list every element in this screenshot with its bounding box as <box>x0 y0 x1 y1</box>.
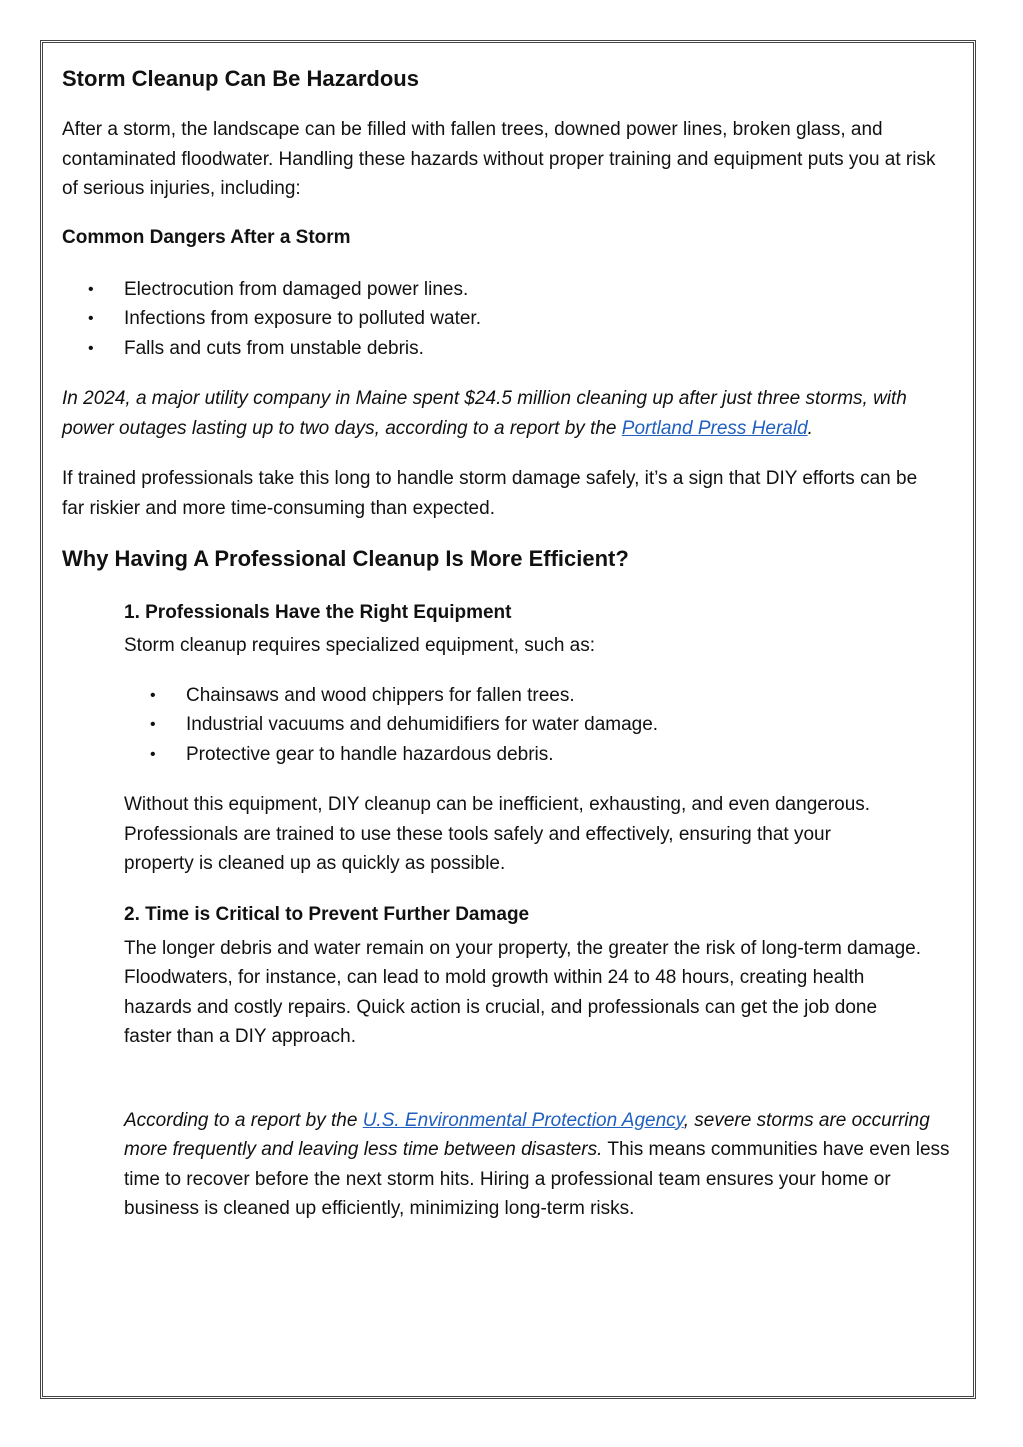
list-item: • Protective gear to handle hazardous debris. <box>124 740 962 770</box>
point2-body: The longer debris and water remain on your property, the greater the risk of long-term damage. Floodwaters, for instance, can lead to mold growth within 24 to 48 hours, creating health hazards and costly repairs. Quick action is crucial, and professionals can get the job done faster than a DIY approach. <box>124 937 921 1047</box>
equipment-list <box>124 681 962 770</box>
epa-text-tail: This means communities have even less time to recover before the next storm hits. Hiring a professional team ensures your home or business is cleaned up efficiently, minimizing long-term risks. <box>124 1139 950 1219</box>
epa-text: According to a report by the <box>124 1109 363 1131</box>
list-item: • Infections from exposure to polluted water. <box>62 304 962 334</box>
report-text: In 2024, a major utility company in Maine spent $24.5 million cleaning up after just three storms, with power outages lasting up to two days, according to a report by the <box>62 388 907 439</box>
intro-paragraph: After a storm, the landscape can be filled with fallen trees, downed power lines, broken glass, and contaminated floodwater. Handling these hazards without proper training and equipment puts you at risk of serious injuries, including: <box>62 119 936 199</box>
document-body <box>62 62 962 1224</box>
point1-intro: Storm cleanup requires specialized equipment, such as: <box>124 635 596 656</box>
portland-press-herald-link[interactable]: Portland Press Herald <box>621 417 808 439</box>
list-item: • Electrocution from damaged power lines. <box>62 275 962 305</box>
list-item: • Falls and cuts from unstable debris. <box>62 334 962 364</box>
section-title-efficient: Why Having A Professional Cleanup Is More Efficient? <box>62 546 629 571</box>
list-item: • Chainsaws and wood chippers for fallen trees. <box>124 681 962 711</box>
dangers-list <box>62 275 962 364</box>
epa-link[interactable]: U.S. Environmental Protection Agency <box>362 1109 684 1131</box>
diy-risk-paragraph: If trained professionals take this long to handle storm damage safely, it’s a sign that DIY efforts can be far riskier and more time-consuming than expected. <box>62 468 918 519</box>
report-text-end: . <box>807 417 813 439</box>
point2-heading: 2. Time is Critical to Prevent Further Damage <box>124 903 530 925</box>
point1-heading: 1. Professionals Have the Right Equipment <box>124 602 512 623</box>
section-title-hazardous: Storm Cleanup Can Be Hazardous <box>62 66 419 91</box>
points-block <box>124 599 962 1224</box>
point1-body: Without this equipment, DIY cleanup can be inefficient, exhausting, and even dangerous. Professionals are trained to use these tools safely and effectively, ensuring that your property is cleaned up as quickly as possible. <box>124 794 871 874</box>
dangers-subheading: Common Dangers After a Storm <box>62 226 351 248</box>
maine-report-paragraph <box>62 384 942 443</box>
epa-report-paragraph <box>124 1106 964 1224</box>
epa-text-italic: , severe storms are occurring more frequently and leaving less time between disasters. <box>124 1109 930 1160</box>
list-item: • Industrial vacuums and dehumidifiers for water damage. <box>124 710 962 740</box>
